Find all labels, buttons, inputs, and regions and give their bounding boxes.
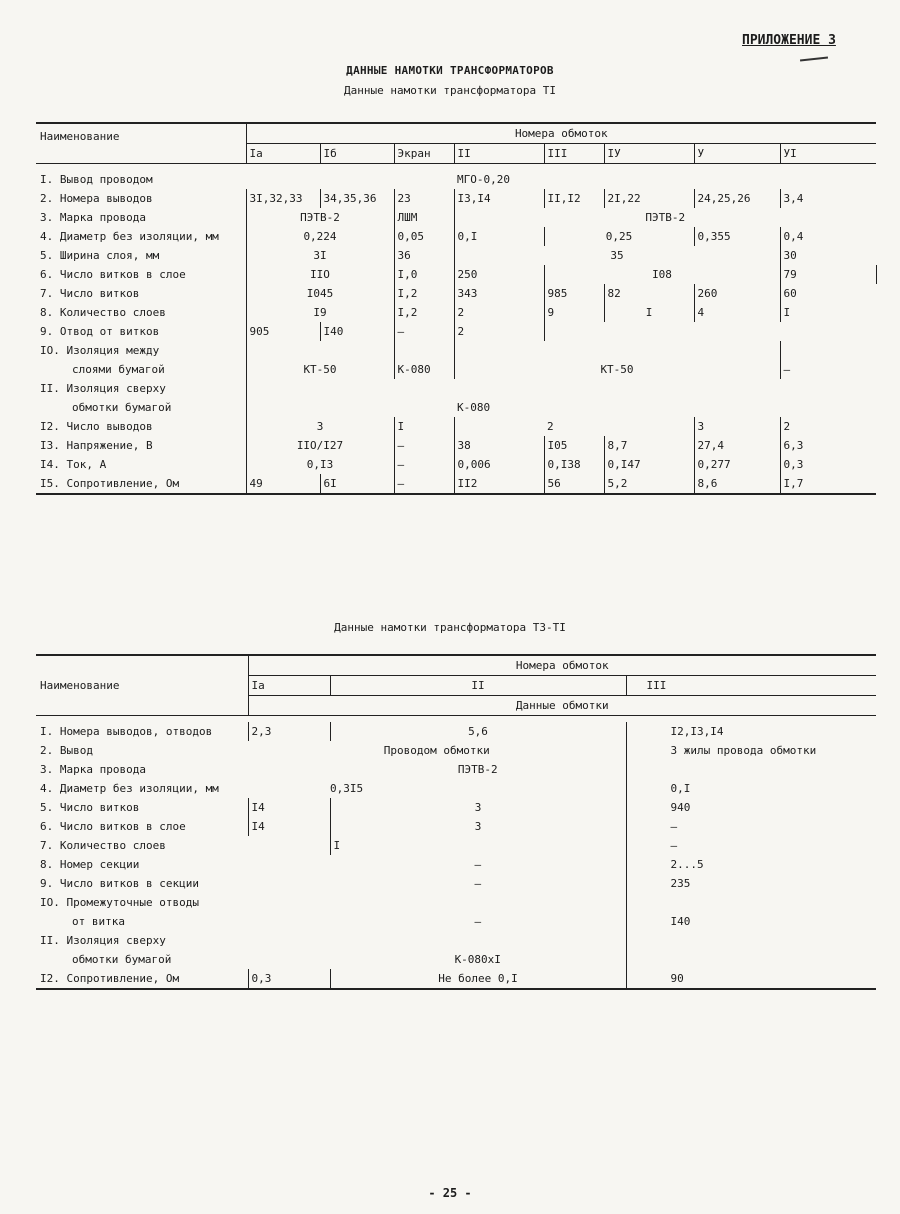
table-row (36, 950, 876, 969)
table-cell: I (780, 303, 876, 322)
table-cell: 34,35,36 (320, 189, 394, 208)
page-number: - 25 - (428, 1186, 472, 1200)
table-cell: Проводом обмотки (383, 744, 490, 757)
table-cell: К-080 (457, 401, 491, 414)
table-cell: 0,I (626, 779, 876, 798)
table-cell: 3 (330, 817, 626, 836)
table-cell: 3 жилы провода обмотки (626, 741, 876, 760)
table-row (36, 874, 876, 893)
table-cell: 250 (454, 265, 544, 284)
table-cell: 0,3 (780, 455, 876, 474)
table-cell: 260 (694, 284, 780, 303)
row-name: 6. Число витков в слое (40, 820, 186, 833)
table-cell: 2 (780, 417, 876, 436)
table-cell: 2 (454, 322, 544, 341)
row-name: 5. Число витков (40, 801, 140, 814)
row-name: I2. Число выводов (40, 420, 153, 433)
table-cell: 49 (246, 474, 320, 494)
table2-title: Данные намотки трансформатора ТЗ-ТI (334, 621, 566, 634)
row-name: IO. Промежуточные отводы (40, 896, 199, 909)
table-cell: 2...5 (626, 855, 876, 874)
table-cell: 0,I38 (544, 455, 604, 474)
table-cell: II,I2 (544, 189, 604, 208)
table-cell: 0,3 (248, 969, 330, 989)
row-name: 2. Номера выводов (40, 192, 153, 205)
row-name: 4. Диаметр без изоляции, мм (40, 782, 219, 795)
table-cell: КТ-50 (454, 360, 780, 379)
data-header: Данные обмотки (248, 696, 876, 716)
table-cell: 3I (246, 246, 394, 265)
column-header: У (694, 144, 780, 164)
table-cell: I (394, 417, 454, 436)
table-cell: 3 (694, 417, 780, 436)
row-name: II. Изоляция сверху (40, 934, 166, 947)
table-cell: 8,7 (604, 436, 694, 455)
table-cell: – (394, 322, 454, 341)
winding-table-t3 (36, 654, 876, 990)
table-row (36, 360, 876, 379)
table-cell: 27,4 (694, 436, 780, 455)
table-row (36, 303, 876, 322)
column-header: II (454, 144, 544, 164)
table-cell: 56 (544, 474, 604, 494)
table-row (36, 893, 876, 912)
table-cell: I40 (626, 912, 876, 931)
table-row (36, 741, 876, 760)
table-cell: 0,I (454, 227, 544, 246)
row-name: 3. Марка провода (40, 211, 146, 224)
table-row (36, 912, 876, 931)
table-row (36, 817, 876, 836)
table-cell: 940 (626, 798, 876, 817)
table-row (36, 722, 876, 741)
column-header: Iа (246, 144, 320, 164)
table-row (36, 341, 876, 360)
column-header: Экран (394, 144, 454, 164)
row-name: 7. Число витков (40, 287, 140, 300)
table-cell: 0,25 (544, 227, 694, 246)
row-name: обмотки бумагой (72, 953, 172, 966)
row-name: I2. Сопротивление, Ом (36, 969, 248, 989)
table-cell: 60 (780, 284, 876, 303)
name-header: Наименование (36, 123, 246, 164)
table-row (36, 189, 876, 208)
table-row (36, 760, 876, 779)
appendix-label: ПРИЛОЖЕНИЕ 3 (742, 33, 836, 48)
table-cell: Не более 0,I (330, 969, 626, 989)
table-cell: 24,25,26 (694, 189, 780, 208)
table-cell: КТ-50 (246, 360, 394, 379)
table-row (36, 417, 876, 436)
table-header-row (36, 655, 876, 676)
table-cell: 82 (604, 284, 694, 303)
table-cell: I045 (246, 284, 394, 303)
table-cell: – (474, 858, 482, 871)
row-name: 8. Количество слоев (40, 306, 166, 319)
table-cell: IIO (246, 265, 394, 284)
table-cell: I,7 (780, 474, 876, 494)
table-cell: 905 (246, 322, 320, 341)
table-cell: 79 (780, 265, 876, 284)
table-cell: II2 (454, 474, 544, 494)
column-header: II (330, 676, 626, 696)
table-cell: I3,I4 (454, 189, 544, 208)
windings-header: Номера обмоток (246, 123, 876, 144)
table-cell: 5,2 (604, 474, 694, 494)
table-row (36, 474, 876, 494)
table-cell: 0,I47 (604, 455, 694, 474)
column-header: Iа (248, 676, 330, 696)
row-name: 5. Ширина слоя, мм (40, 249, 160, 262)
row-name: 6. Число витков в слое (40, 268, 186, 281)
table-cell: 6,3 (780, 436, 876, 455)
row-name: от витка (72, 915, 125, 928)
table-row (36, 455, 876, 474)
table-cell: 0,05 (394, 227, 454, 246)
name-header: Наименование (36, 655, 248, 716)
table-row (36, 265, 876, 284)
table-row (36, 208, 876, 227)
row-name: обмотки бумагой (72, 401, 172, 414)
table-cell: ПЭТВ-2 (454, 208, 876, 227)
table-row (36, 798, 876, 817)
table-cell: 235 (626, 874, 876, 893)
table-row (36, 379, 876, 398)
row-name: II. Изоляция сверху (40, 382, 166, 395)
table-row (36, 779, 876, 798)
table-cell: ПЭТВ-2 (246, 208, 394, 227)
row-name: IO. Изоляция между (40, 344, 160, 357)
table-cell: 2 (454, 303, 544, 322)
column-header: III (544, 144, 604, 164)
table-cell: – (626, 836, 876, 855)
table-cell: 0,3I5 (330, 782, 364, 795)
table-header-row (36, 123, 876, 144)
table-row (36, 170, 876, 189)
table-cell: I08 (544, 265, 780, 284)
table-cell: 0,224 (246, 227, 394, 246)
row-name: слоями бумагой (72, 363, 165, 376)
table-cell: 35 (454, 246, 780, 265)
table-cell: – (394, 474, 454, 494)
row-name: 9. Число витков в секции (40, 877, 199, 890)
table-row (36, 227, 876, 246)
table-cell: I (330, 836, 626, 855)
table-cell: – (780, 360, 876, 379)
table-cell: 30 (780, 246, 876, 265)
table-row (36, 836, 876, 855)
table-cell: 0,I3 (246, 455, 394, 474)
row-name: 3. Марка провода (40, 763, 146, 776)
table-cell: I4 (248, 817, 330, 836)
table-row (36, 246, 876, 265)
table-cell: 3,4 (780, 189, 876, 208)
table-cell: I (604, 303, 694, 322)
table-cell: – (626, 817, 876, 836)
pen-mark (800, 57, 828, 62)
table-cell: 0,355 (694, 227, 780, 246)
table-cell: 90 (626, 969, 876, 989)
table-cell: – (394, 455, 454, 474)
table-cell: 0,4 (780, 227, 876, 246)
table-cell: 2 (547, 420, 554, 433)
winding-table-t1 (36, 122, 876, 495)
row-name: I4. Ток, А (40, 458, 107, 471)
table-row (36, 398, 876, 417)
table-cell: I9 (246, 303, 394, 322)
table-cell: 2I,22 (604, 189, 694, 208)
row-name: 8. Номер секции (40, 858, 140, 871)
row-name: I5. Сопротивление, Ом (36, 474, 246, 494)
table-cell: – (474, 915, 482, 928)
table-row (36, 969, 876, 989)
row-name: 9. Отвод от витков (40, 325, 160, 338)
table-cell: 9 (544, 303, 604, 322)
table-cell: – (474, 877, 482, 890)
row-name: 2. Вывод (40, 744, 93, 757)
table-cell: 38 (454, 436, 544, 455)
column-header: III (626, 676, 876, 696)
column-header: IУ (604, 144, 694, 164)
table-cell: IIO/I27 (246, 436, 394, 455)
table-cell: I4 (248, 798, 330, 817)
table-row (36, 855, 876, 874)
table-cell: ПЭТВ-2 (457, 763, 498, 776)
table-cell: 23 (394, 189, 454, 208)
row-name: 7. Количество слоев (40, 839, 166, 852)
table1-title: Данные намотки трансформатора ТI (344, 84, 556, 97)
table-cell: 3I,32,33 (246, 189, 320, 208)
row-name: I. Номера выводов, отводов (40, 725, 213, 738)
table-cell: МГО-0,20 (457, 173, 510, 186)
table-cell: 6I (320, 474, 394, 494)
table-cell: 0,277 (694, 455, 780, 474)
row-name: I3. Напряжение, В (40, 439, 153, 452)
table-cell: – (394, 436, 454, 455)
row-name: 4. Диаметр без изоляции, мм (40, 230, 219, 243)
table-cell: I40 (320, 322, 394, 341)
table-cell: I05 (544, 436, 604, 455)
table-cell: 8,6 (694, 474, 780, 494)
row-name: I. Вывод проводом (40, 173, 153, 186)
table-cell: I,2 (394, 303, 454, 322)
table-row (36, 284, 876, 303)
table-row (36, 931, 876, 950)
table-cell: 5,6 (330, 722, 626, 741)
table-cell: 3 (246, 417, 394, 436)
table-cell: I2,I3,I4 (626, 722, 876, 741)
table-cell: 36 (394, 246, 454, 265)
table-cell: ЛШМ (394, 208, 454, 227)
table-cell: 985 (544, 284, 604, 303)
column-header: УI (780, 144, 876, 164)
table-cell: К-080 (394, 360, 454, 379)
column-header: Iб (320, 144, 394, 164)
table-row (36, 436, 876, 455)
table-cell: I,2 (394, 284, 454, 303)
main-title: ДАННЫЕ НАМОТКИ ТРАНСФОРМАТОРОВ (346, 64, 554, 77)
table-cell: 0,006 (454, 455, 544, 474)
table-row (36, 322, 876, 341)
table-cell: 3 (330, 798, 626, 817)
table-cell: К-080хI (454, 953, 501, 966)
windings-header: Номера обмоток (248, 655, 876, 676)
table-cell: 343 (454, 284, 544, 303)
table-cell: 2,3 (248, 722, 330, 741)
table-cell: I,0 (394, 265, 454, 284)
table-cell: 4 (694, 303, 780, 322)
